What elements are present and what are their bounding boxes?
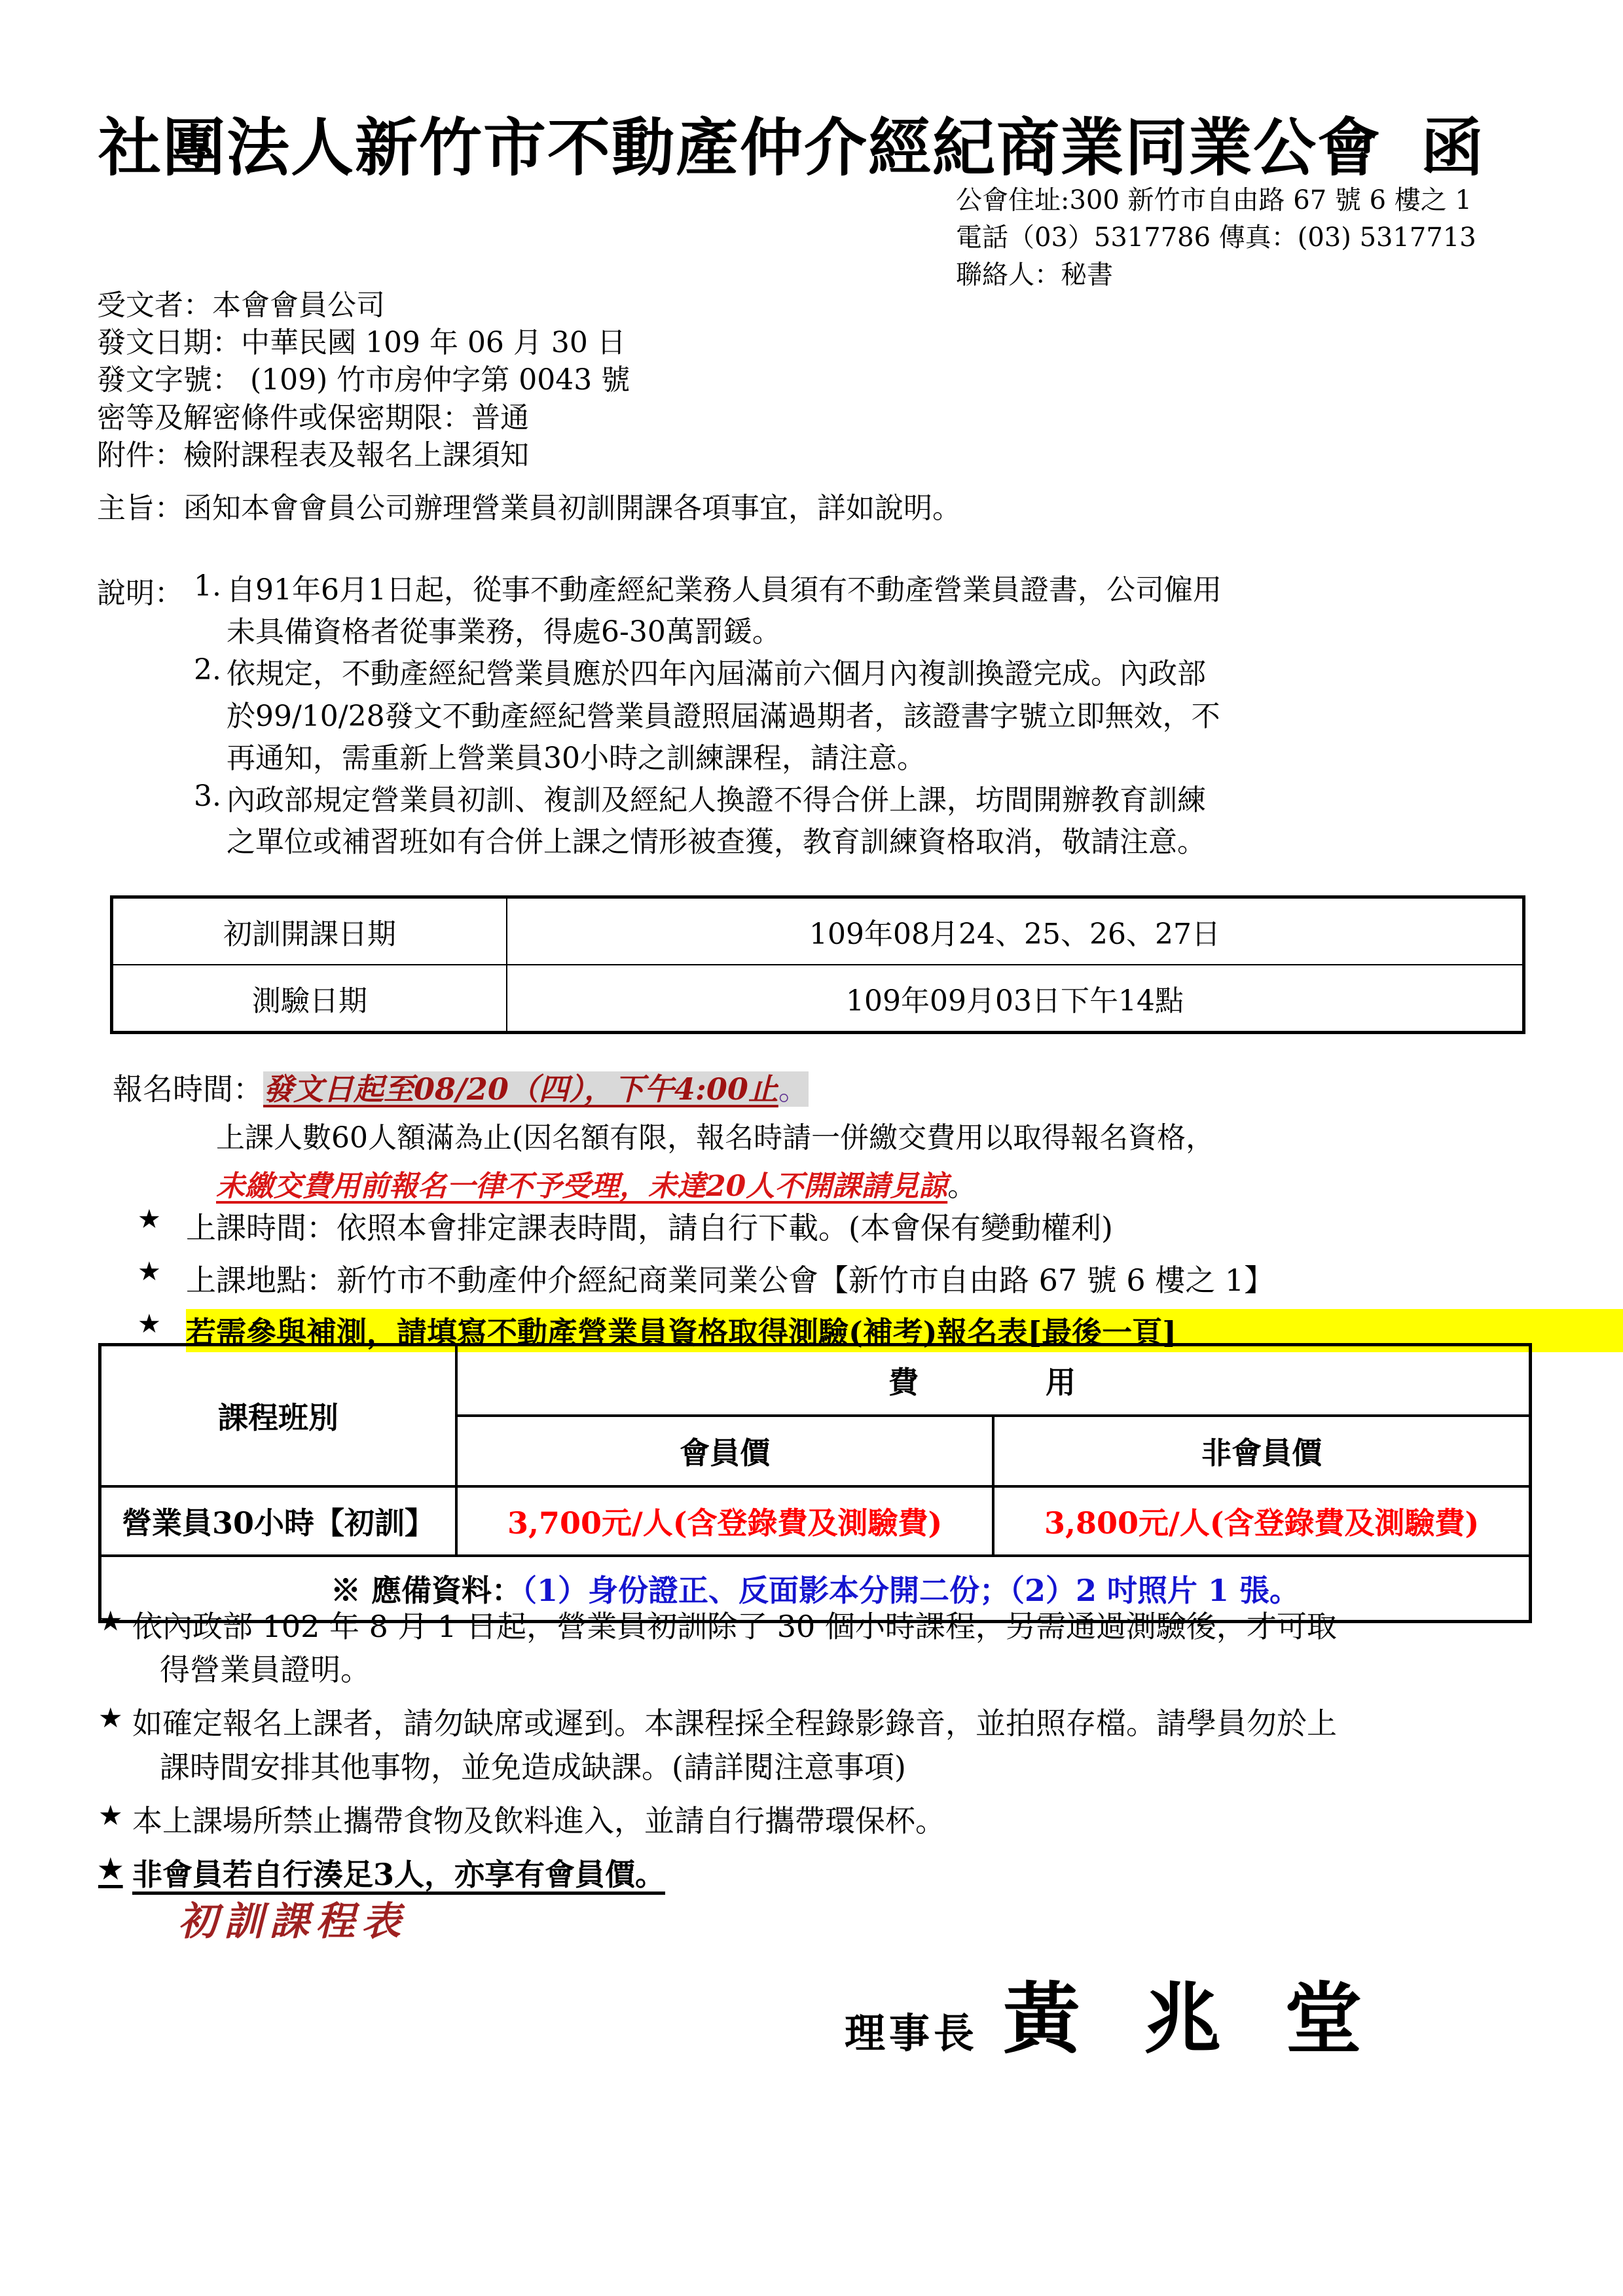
explanation-line: 內政部規定營業員初訓、複訓及經紀人換證不得合併上課，坊間開辦教育訓練 (227, 783, 1206, 817)
bottom-note-text (132, 1702, 1578, 1788)
registration-quota: 上課人數60人額滿為止(因名額有限，報名時請一併繳交費用以取得報名資格， (216, 1121, 1215, 1155)
explanation-line: 再通知，需重新上營業員30小時之訓練課程，請注意。 (227, 741, 926, 775)
fee-table (98, 1343, 1532, 1623)
explanation-item-number: 3. (194, 780, 221, 814)
star-icon: ★ (137, 1309, 161, 1339)
dates-table (110, 895, 1525, 1034)
registration-warning-line (216, 1162, 1605, 1204)
dates-row-label: 測驗日期 (112, 965, 507, 1033)
fee-header: 費 用 (456, 1345, 1531, 1416)
dates-row-value: 109年08月24、25、26、27日 (507, 897, 1524, 965)
meta-recipient: 受文者：本會會員公司 (97, 289, 385, 322)
bottom-note-line: 得營業員證明。 (160, 1652, 371, 1688)
explanation-line: 依規定，不動產經紀營業員應於四年內屆滿前六個月內複訓換證完成。內政部 (227, 657, 1206, 691)
signature-role: 理事長 (845, 2009, 979, 2057)
bottom-note-line: 非會員若自行湊足3人，亦享有會員價。 (132, 1857, 666, 1893)
meta-classification: 密等及解密條件或保密期限：普通 (97, 401, 529, 435)
bottom-note-line: 本上課場所禁止攜帶食物及飲料進入，並請自行攜帶環保杯。 (132, 1803, 945, 1839)
explanation-line: 之單位或補習班如有合併上課之情形被查獲，教育訓練資格取消，敬請注意。 (227, 825, 1206, 859)
registration-deadline-period: 。 (778, 1071, 809, 1107)
bottom-note-line: 課時間安排其他事物，並免造成缺課。(請詳閱注意事項) (160, 1749, 906, 1785)
bottom-note-text (132, 1605, 1578, 1691)
bottom-note-line: 如確定報名上課者，請勿缺席或遲到。本課程採全程錄影錄音，並拍照存檔。請學員勿於上 (132, 1706, 1337, 1742)
fee-note-blue: （1）身份證正、反面影本分開二份；（2）2 吋照片 1 張。 (521, 1573, 1300, 1608)
fee-nonmember-price: 3,800元/人(含登錄費及測驗費) (993, 1486, 1530, 1556)
explanation-label: 說明： (97, 577, 183, 610)
registration-block (113, 1066, 1605, 1204)
star-icon: ★ (137, 1204, 161, 1234)
list-item (137, 1204, 1623, 1247)
bottom-note-line: 依內政部 102 年 8 月 1 日起，營業員初訓除了 30 個小時課程，另需通過測驗後，才可取 (132, 1609, 1337, 1644)
subject-line (97, 484, 1537, 526)
contact-phone-fax: 電話（03）5317786 傳真：(03) 5317713 (956, 222, 1476, 253)
fee-col-nonmember: 非會員價 (993, 1416, 1530, 1486)
explanation-item (97, 653, 1570, 780)
table-row (112, 965, 1524, 1033)
explanation-item-number: 2. (194, 653, 221, 687)
mid-note-text-highlighted: 若需參與補測，請填寫不動產營業員資格取得測驗(補考)報名表[最後一頁] (186, 1309, 1623, 1352)
table-row (100, 1345, 1531, 1416)
registration-warning-period: 。 (947, 1170, 977, 1203)
org-name: 社團法人新竹市不動產仲介經紀商業同業公會 (98, 111, 1381, 185)
star-icon: ★ (98, 1799, 123, 1831)
meta-attachment: 附件：檢附課程表及報名上課須知 (97, 438, 529, 472)
dates-row-label: 初訓開課日期 (112, 897, 507, 965)
subject-label: 主旨： (97, 492, 183, 525)
dates-row-value: 109年09月03日下午14點 (507, 965, 1524, 1033)
table-row (112, 897, 1524, 965)
star-icon: ★ (137, 1257, 161, 1287)
explanation-line: 於99/10/28發文不動產經紀營業員證照屆滿過期者，該證書字號立即無效，不 (227, 699, 1220, 733)
fee-row-name: 營業員30小時【初訓】 (100, 1486, 457, 1556)
explanation-item-number: 1. (194, 569, 221, 603)
contact-block (956, 182, 1558, 293)
fee-note-prefix: ※ 應備資料： (330, 1573, 522, 1608)
mid-note-text: 上課時間：依照本會排定課表時間，請自行下載。(本會保有變動權利) (186, 1210, 1113, 1246)
registration-warning: 未繳交費用前報名一律不予受理，未達20人不開課請見諒 (216, 1170, 948, 1203)
explanation-block (97, 569, 1570, 864)
star-icon: ★ (98, 1605, 123, 1637)
doc-type-label: 函 (1421, 111, 1485, 185)
list-item (137, 1257, 1623, 1300)
contact-address: 公會住址:300 新竹市自由路 67 號 6 樓之 1 (956, 185, 1472, 215)
fee-member-price: 3,700元/人(含登錄費及測驗費) (456, 1486, 993, 1556)
explanation-item-text (227, 780, 1570, 863)
explanation-item-text (227, 653, 1570, 780)
list-item (98, 1702, 1578, 1788)
contact-person: 聯絡人：秘書 (956, 259, 1113, 290)
course-schedule-caption: 初訓課程表 (178, 1899, 407, 1945)
subject-text: 函知本會會員公司辦理營業員初訓開課各項事宜，詳如說明。 (183, 492, 961, 525)
registration-deadline-line (113, 1066, 1605, 1109)
explanation-item-text (227, 569, 1570, 653)
mid-star-notes (137, 1204, 1623, 1361)
organization-title (98, 98, 1539, 188)
fee-col-member: 會員價 (456, 1416, 993, 1486)
explanation-line: 自91年6月1日起，從事不動產經紀業務人員須有不動產營業員證書，公司僱用 (227, 573, 1222, 607)
star-icon: ★ (98, 1853, 123, 1886)
meta-doc-number: 發文字號： (109) 竹市房仲字第 0043 號 (97, 363, 630, 397)
mid-note-text: 上課地點：新竹市不動產仲介經紀商業同業公會【新竹市自由路 67 號 6 樓之 1】 (186, 1263, 1275, 1298)
list-item (98, 1799, 1578, 1842)
registration-deadline: 發文日起至08/20（四），下午4:00止 (263, 1071, 778, 1107)
registration-label: 報名時間： (113, 1071, 263, 1107)
list-item (98, 1605, 1578, 1691)
table-row (100, 1486, 1531, 1556)
bottom-note-text (132, 1799, 1578, 1842)
document-meta (97, 287, 1275, 474)
meta-issue-date: 發文日期：中華民國 109 年 06 月 30 日 (97, 326, 626, 360)
signature-name: 黃 兆 堂 (1003, 1973, 1381, 2064)
fee-category-header: 課程班別 (100, 1345, 457, 1487)
explanation-item (97, 780, 1570, 863)
bottom-star-notes (98, 1605, 1578, 1907)
explanation-item (97, 569, 1570, 653)
explanation-line: 未具備資格者從事業務，得處6-30萬罰鍰。 (227, 615, 781, 649)
signature-block (845, 1957, 1380, 2068)
star-icon: ★ (98, 1702, 123, 1734)
